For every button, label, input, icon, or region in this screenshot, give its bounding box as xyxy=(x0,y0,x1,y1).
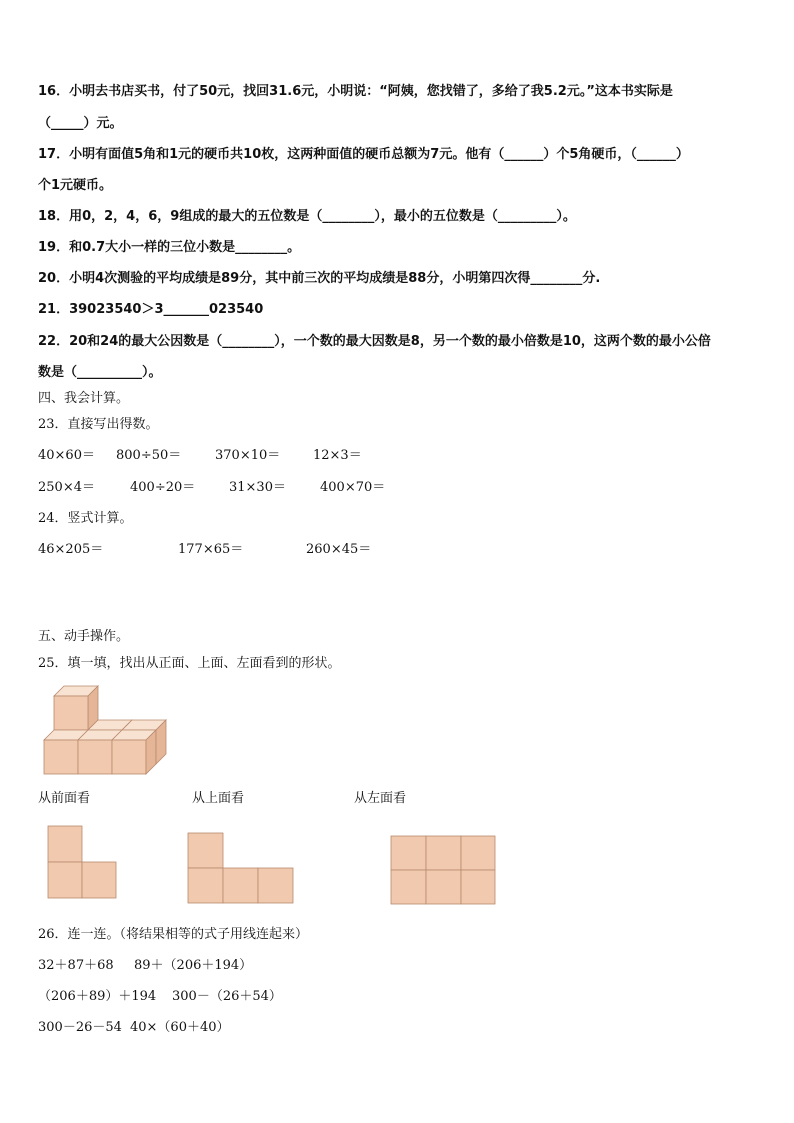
section-5-heading: 五、动手操作。 xyxy=(38,629,130,644)
q17-line2: 个1元硬币。 xyxy=(38,178,113,193)
q23-title: 23．直接写出得数。 xyxy=(38,417,159,432)
top-view-shape xyxy=(186,831,296,905)
section-4-heading: 四、我会计算。 xyxy=(38,391,130,406)
view-label-left: 从左面看 xyxy=(354,791,407,806)
q23-item: 400×70＝ xyxy=(320,480,386,495)
q16-line2: （_____）元。 xyxy=(38,116,123,131)
q24-item: 177×65＝ xyxy=(178,542,244,557)
q18: 18．用0，2，4，6，9组成的最大的五位数是（________），最小的五位数是（_________）。 xyxy=(38,209,576,224)
q26-expression: 300－26－54 xyxy=(38,1020,122,1035)
q25-title: 25．填一填，找出从正面、上面、左面看到的形状。 xyxy=(38,656,341,671)
q26-title: 26．连一连。（将结果相等的式子用线连起来） xyxy=(38,927,309,942)
q17-line1: 17．小明有面值5角和1元的硬币共10枚，这两种面值的硬币总额为7元。他有（______）个5角硬币，（______） xyxy=(38,147,689,162)
q23-item: 40×60＝ xyxy=(38,448,95,463)
q21: 21．39023540＞3_______023540 xyxy=(38,302,264,317)
q22-line1: 22．20和24的最大公因数是（________），一个数的最大因数是8，另一个数的最小倍数是10，这两个数的最小公倍 xyxy=(38,334,711,349)
q16-line1: 16．小明去书店买书，付了50元，找回31.6元，小明说：“阿姨，您找错了，多给了我5.2元。”这本书实际是 xyxy=(38,84,673,99)
q24-title: 24．竖式计算。 xyxy=(38,511,133,526)
q26-expression: （206＋89）＋194 xyxy=(38,989,157,1004)
q19: 19．和0.7大小一样的三位小数是________。 xyxy=(38,240,301,255)
q22-line2: 数是（__________）。 xyxy=(38,365,162,380)
left-view-shape xyxy=(389,834,497,906)
view-label-front: 从前面看 xyxy=(38,791,91,806)
cube-stack-figure xyxy=(40,682,172,778)
q26-expression: 32＋87＋68 xyxy=(38,958,114,973)
q20: 20．小明4次测验的平均成绩是89分，其中前三次的平均成绩是88分，小明第四次得________分. xyxy=(38,271,601,286)
q23-item: 12×3＝ xyxy=(313,448,362,463)
q26-expression: 300－（26＋54） xyxy=(172,989,282,1004)
q26-expression: 40×（60＋40） xyxy=(130,1020,230,1035)
q23-item: 250×4＝ xyxy=(38,480,95,495)
q26-expression: 89＋（206＋194） xyxy=(134,958,253,973)
q24-item: 260×45＝ xyxy=(306,542,372,557)
q23-item: 370×10＝ xyxy=(215,448,281,463)
q24-item: 46×205＝ xyxy=(38,542,104,557)
front-view-shape xyxy=(46,824,120,902)
view-label-top: 从上面看 xyxy=(192,791,245,806)
q23-item: 31×30＝ xyxy=(229,480,286,495)
q23-item: 800÷50＝ xyxy=(116,448,182,463)
q23-item: 400÷20＝ xyxy=(130,480,196,495)
